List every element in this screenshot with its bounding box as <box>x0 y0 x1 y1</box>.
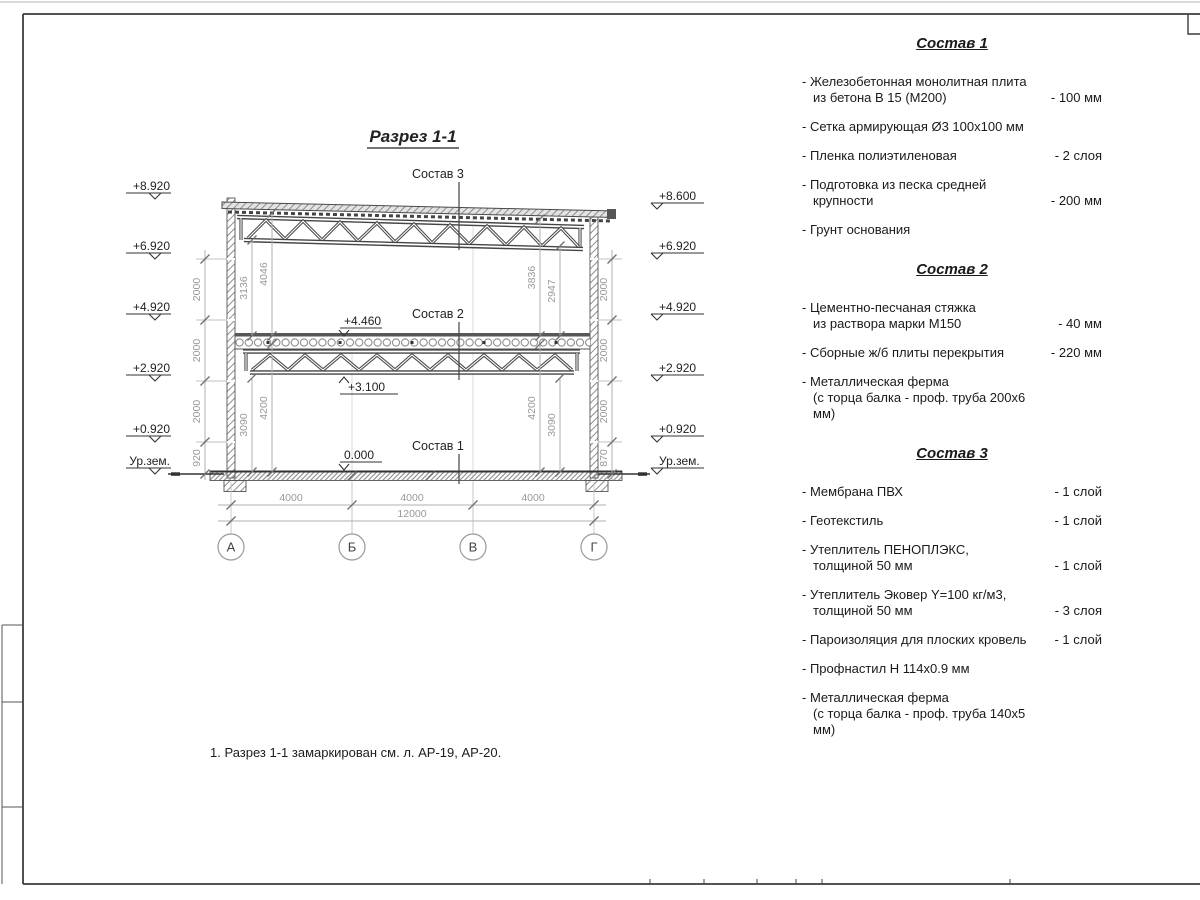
composition-item <box>802 222 1102 238</box>
composition-panel <box>802 36 1102 751</box>
dim-value: 4200 <box>526 396 538 420</box>
axis-label: А <box>226 539 236 555</box>
item-text: - Пароизоляция для плоских кровель <box>802 632 1027 647</box>
composition-item <box>802 587 1102 619</box>
composition-item <box>802 177 1102 209</box>
item-text: толщиной 50 мм <box>813 603 913 618</box>
composition-item <box>802 542 1102 574</box>
composition-item <box>802 148 1102 164</box>
item-text: - Пленка полиэтиленовая <box>802 148 957 163</box>
elevation-marks-left <box>126 179 171 474</box>
axis-bubbles <box>218 534 607 560</box>
item-value: - 2 слоя <box>1054 148 1102 163</box>
middle-truss <box>243 352 580 373</box>
composition-item <box>802 345 1102 361</box>
upper-truss <box>237 217 584 249</box>
elevation-label-ground: Ур.зем. <box>129 454 170 468</box>
elevation-label: +6.920 <box>659 239 697 253</box>
dim-value: 4046 <box>258 262 270 286</box>
foundation-block-left <box>224 481 246 492</box>
composition-title: Состав 1 <box>916 35 988 52</box>
dim-value: 2000 <box>191 338 203 363</box>
dim-total-value: 12000 <box>397 508 427 520</box>
item-text: - Сборные ж/б плиты перекрытия <box>802 345 1005 360</box>
elevation-label: +4.920 <box>132 300 170 314</box>
dim-value: 3090 <box>546 413 558 437</box>
composition-item <box>802 690 1102 738</box>
item-text: - Утеплитель Эковер Y=100 кг/м3, <box>802 587 1007 602</box>
composition-title: Состав 3 <box>916 445 988 462</box>
dim-value: 4000 <box>400 492 424 504</box>
composition-item <box>802 119 1102 135</box>
level-value: +3.100 <box>348 380 386 394</box>
composition-block-1 <box>802 36 1102 238</box>
dim-value: 3090 <box>238 413 250 437</box>
elevation-label: +2.920 <box>132 361 170 375</box>
item-text: - Железобетонная монолитная плита <box>802 74 1027 89</box>
item-text: - Мембрана ПВХ <box>802 484 903 499</box>
item-text: - Профнастил Н 114x0.9 мм <box>802 661 970 676</box>
axis-label: Б <box>347 539 357 555</box>
ground-slab <box>168 471 650 492</box>
composition-item <box>802 513 1102 529</box>
item-value: - 200 мм <box>1050 193 1102 208</box>
item-text: из бетона В 15 (М200) <box>813 90 947 105</box>
composition-item <box>802 374 1102 422</box>
elevation-marks-right <box>651 189 704 474</box>
callout-label: Состав 2 <box>412 307 464 321</box>
axis-label: Г <box>590 539 598 555</box>
foundation-block-right <box>586 481 608 492</box>
composition-item <box>802 484 1102 500</box>
item-text: - Цементно-песчаная стяжка <box>802 300 976 315</box>
item-text: из раствора марки М150 <box>813 316 962 331</box>
composition-block-2 <box>802 262 1102 422</box>
elevation-label: +0.920 <box>659 422 697 436</box>
elevation-label: +2.920 <box>659 361 697 375</box>
composition-title: Состав 2 <box>916 261 988 278</box>
dim-value: 2000 <box>191 399 203 424</box>
section-title: Разрез 1-1 <box>369 127 457 146</box>
elevation-label: +8.920 <box>132 179 170 193</box>
level-value: +4.460 <box>344 314 382 328</box>
elevation-label: +0.920 <box>132 422 170 436</box>
item-value: - 40 мм <box>1058 316 1102 331</box>
level-mark-mid-truss <box>339 377 398 394</box>
item-value: - 1 слой <box>1054 484 1102 499</box>
item-text: - Геотекстиль <box>802 513 884 528</box>
level-value: 0.000 <box>344 448 375 462</box>
elevation-label: +4.920 <box>659 300 697 314</box>
dim-value: 4000 <box>279 492 303 504</box>
item-value: - 220 мм <box>1050 345 1102 360</box>
item-text: - Металлическая ферма <box>802 690 949 705</box>
item-value: - 1 слой <box>1054 558 1102 573</box>
elevation-label: +6.920 <box>132 239 170 253</box>
item-value: - 1 слой <box>1054 632 1102 647</box>
item-text: - Сетка армирующая Ø3 100x100 мм <box>802 119 1024 134</box>
item-text: - Металлическая ферма <box>802 374 949 389</box>
item-text: толщиной 50 мм <box>813 558 913 573</box>
item-text: (с торца балка - проф. труба 140x5 мм) <box>813 706 1026 737</box>
dim-value: 2000 <box>598 277 610 302</box>
item-text: (с торца балка - проф. труба 200x6 мм) <box>813 390 1026 421</box>
elevation-label-ground: Ур.зем. <box>659 454 700 468</box>
dim-value: 2947 <box>546 279 558 303</box>
dim-value: 2000 <box>598 338 610 363</box>
composition-item <box>802 74 1102 106</box>
item-text: крупности <box>813 193 874 208</box>
sheet-note: 1. Разрез 1-1 замаркирован см. л. АР-19, АР-20. <box>210 745 502 760</box>
axis-label: В <box>468 539 478 555</box>
item-text: - Утеплитель ПЕНОПЛЭКС, <box>802 542 969 557</box>
dim-value: 870 <box>598 449 610 467</box>
dim-value: 2000 <box>191 277 203 302</box>
elevation-label: +8.600 <box>659 189 697 203</box>
dim-value: 4000 <box>521 492 545 504</box>
dim-value: 2000 <box>598 399 610 424</box>
item-value: - 1 слой <box>1054 513 1102 528</box>
composition-item <box>802 632 1102 648</box>
dim-chain-right <box>598 250 622 480</box>
callout-label: Состав 3 <box>412 167 464 181</box>
dim-value: 4200 <box>258 396 270 420</box>
left-margin-stamp-cells <box>2 625 23 884</box>
callout-label: Состав 1 <box>412 439 464 453</box>
dim-chain-left <box>191 250 227 480</box>
item-value: - 3 слоя <box>1054 603 1102 618</box>
composition-block-3 <box>802 446 1102 738</box>
composition-item <box>802 661 1102 677</box>
level-mark-floor <box>339 448 382 470</box>
dim-value: 3136 <box>238 276 250 300</box>
level-mark-mid-slab <box>339 314 382 336</box>
dim-value: 920 <box>191 449 203 467</box>
composition-item <box>802 300 1102 332</box>
dim-value: 3836 <box>526 265 538 290</box>
item-text: - Подготовка из песка средней <box>802 177 987 192</box>
roof-end-cap <box>607 209 616 219</box>
item-text: - Грунт основания <box>802 222 911 237</box>
item-value: - 100 мм <box>1050 90 1102 105</box>
dims-bottom <box>218 482 606 534</box>
